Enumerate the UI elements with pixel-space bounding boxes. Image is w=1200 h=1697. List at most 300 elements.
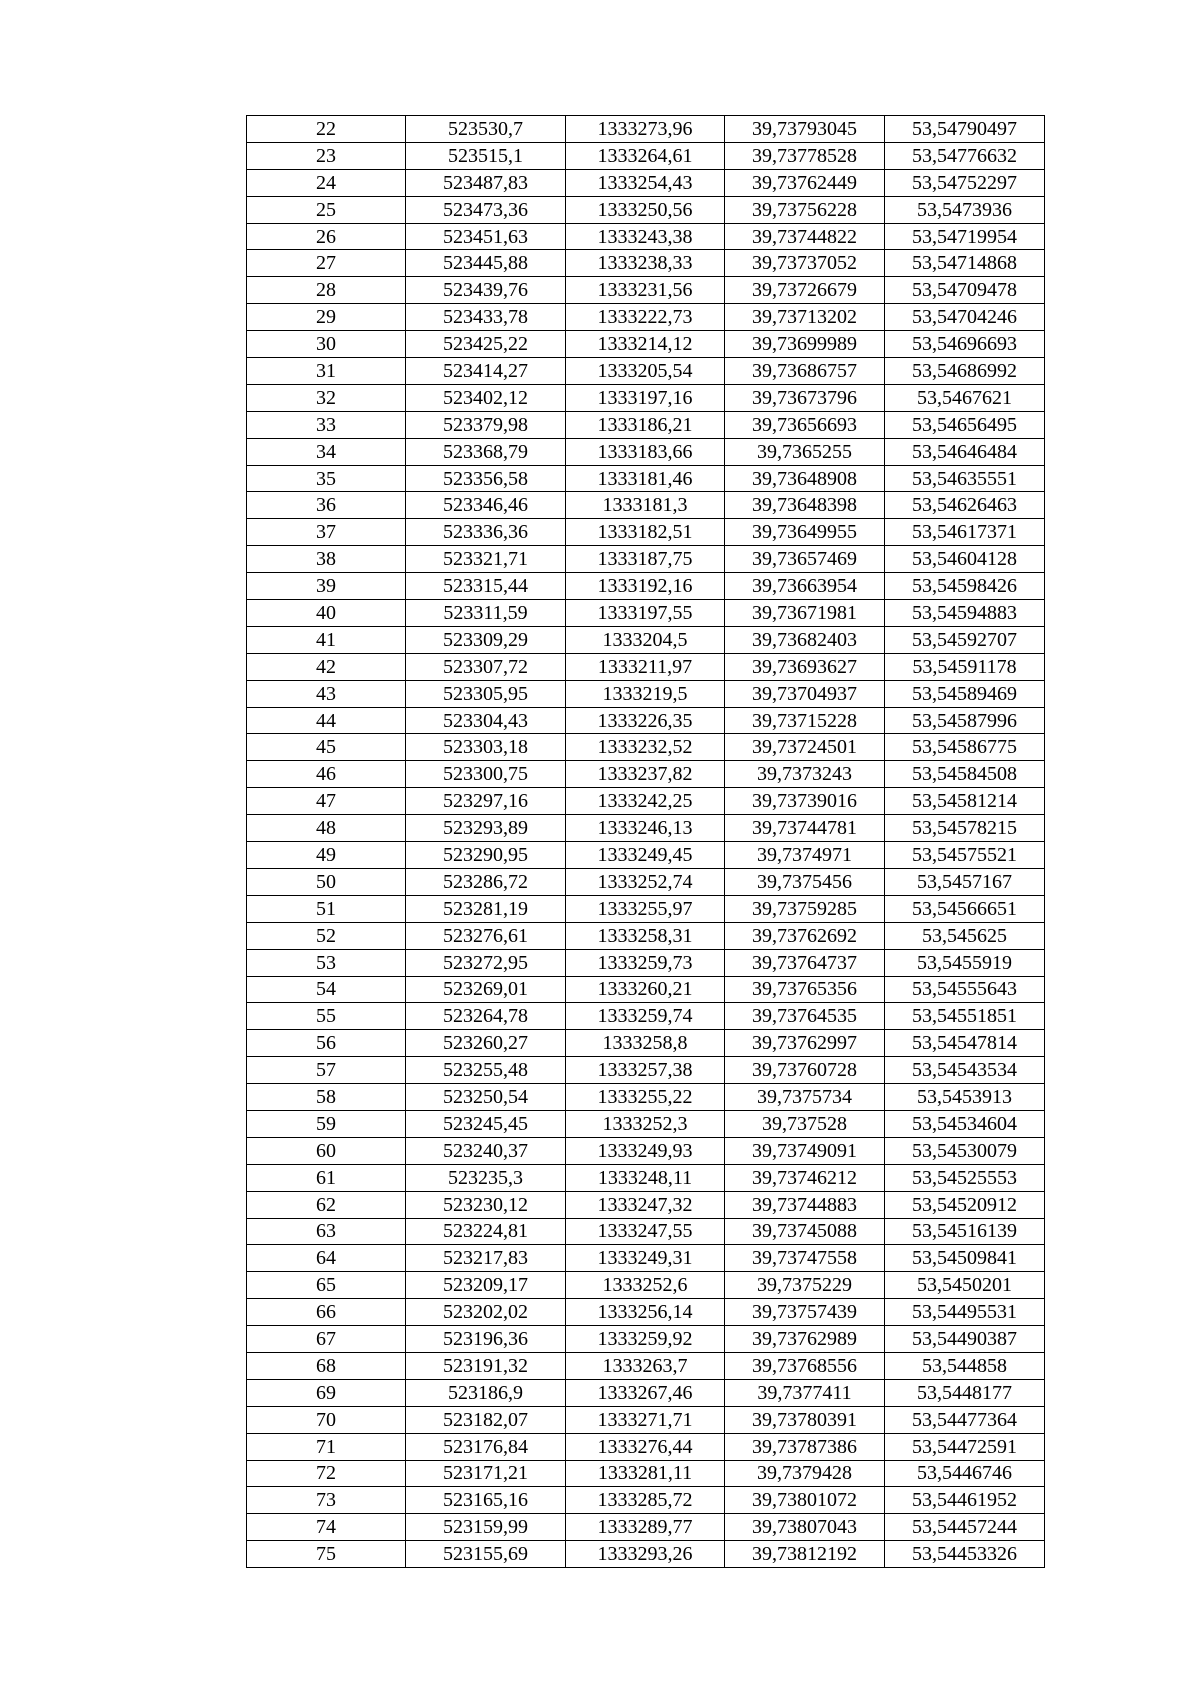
point-number-cell: 75 bbox=[247, 1541, 406, 1568]
latitude-cell: 53,54656495 bbox=[885, 411, 1045, 438]
x-coordinate-cell: 523473,36 bbox=[406, 196, 566, 223]
latitude-cell: 53,54520912 bbox=[885, 1191, 1045, 1218]
x-coordinate-cell: 523224,81 bbox=[406, 1218, 566, 1245]
point-number-cell: 69 bbox=[247, 1379, 406, 1406]
y-coordinate-cell: 1333255,97 bbox=[566, 895, 725, 922]
table-row bbox=[247, 815, 1045, 842]
coordinates-table bbox=[246, 115, 1045, 1568]
y-coordinate-cell: 1333242,25 bbox=[566, 788, 725, 815]
y-coordinate-cell: 1333285,72 bbox=[566, 1487, 725, 1514]
latitude-cell: 53,54646484 bbox=[885, 438, 1045, 465]
x-coordinate-cell: 523311,59 bbox=[406, 600, 566, 627]
y-coordinate-cell: 1333259,73 bbox=[566, 949, 725, 976]
table-row bbox=[247, 1487, 1045, 1514]
table-row bbox=[247, 573, 1045, 600]
point-number-cell: 65 bbox=[247, 1272, 406, 1299]
latitude-cell: 53,54555643 bbox=[885, 976, 1045, 1003]
x-coordinate-cell: 523530,7 bbox=[406, 116, 566, 143]
longitude-cell: 39,7377411 bbox=[725, 1379, 885, 1406]
y-coordinate-cell: 1333248,11 bbox=[566, 1164, 725, 1191]
x-coordinate-cell: 523402,12 bbox=[406, 384, 566, 411]
latitude-cell: 53,54516139 bbox=[885, 1218, 1045, 1245]
x-coordinate-cell: 523281,19 bbox=[406, 895, 566, 922]
longitude-cell: 39,73765356 bbox=[725, 976, 885, 1003]
x-coordinate-cell: 523235,3 bbox=[406, 1164, 566, 1191]
table-row bbox=[247, 1030, 1045, 1057]
longitude-cell: 39,73656693 bbox=[725, 411, 885, 438]
table-row bbox=[247, 1191, 1045, 1218]
y-coordinate-cell: 1333249,31 bbox=[566, 1245, 725, 1272]
latitude-cell: 53,54591178 bbox=[885, 653, 1045, 680]
longitude-cell: 39,73648398 bbox=[725, 492, 885, 519]
latitude-cell: 53,54509841 bbox=[885, 1245, 1045, 1272]
latitude-cell: 53,54530079 bbox=[885, 1137, 1045, 1164]
longitude-cell: 39,73737052 bbox=[725, 250, 885, 277]
point-number-cell: 68 bbox=[247, 1352, 406, 1379]
table-row bbox=[247, 331, 1045, 358]
longitude-cell: 39,73648908 bbox=[725, 465, 885, 492]
point-number-cell: 43 bbox=[247, 680, 406, 707]
point-number-cell: 45 bbox=[247, 734, 406, 761]
latitude-cell: 53,54594883 bbox=[885, 600, 1045, 627]
point-number-cell: 58 bbox=[247, 1084, 406, 1111]
point-number-cell: 49 bbox=[247, 842, 406, 869]
table-row bbox=[247, 1541, 1045, 1568]
y-coordinate-cell: 1333276,44 bbox=[566, 1433, 725, 1460]
y-coordinate-cell: 1333281,11 bbox=[566, 1460, 725, 1487]
table-row bbox=[247, 653, 1045, 680]
y-coordinate-cell: 1333211,97 bbox=[566, 653, 725, 680]
y-coordinate-cell: 1333183,66 bbox=[566, 438, 725, 465]
table-row bbox=[247, 411, 1045, 438]
y-coordinate-cell: 1333259,74 bbox=[566, 1003, 725, 1030]
table-row bbox=[247, 707, 1045, 734]
latitude-cell: 53,54686992 bbox=[885, 358, 1045, 385]
point-number-cell: 36 bbox=[247, 492, 406, 519]
x-coordinate-cell: 523191,32 bbox=[406, 1352, 566, 1379]
table-row bbox=[247, 1245, 1045, 1272]
point-number-cell: 32 bbox=[247, 384, 406, 411]
point-number-cell: 71 bbox=[247, 1433, 406, 1460]
y-coordinate-cell: 1333250,56 bbox=[566, 196, 725, 223]
table-row bbox=[247, 734, 1045, 761]
point-number-cell: 63 bbox=[247, 1218, 406, 1245]
point-number-cell: 25 bbox=[247, 196, 406, 223]
latitude-cell: 53,54457244 bbox=[885, 1514, 1045, 1541]
point-number-cell: 60 bbox=[247, 1137, 406, 1164]
longitude-cell: 39,73746212 bbox=[725, 1164, 885, 1191]
point-number-cell: 44 bbox=[247, 707, 406, 734]
point-number-cell: 67 bbox=[247, 1326, 406, 1353]
longitude-cell: 39,73793045 bbox=[725, 116, 885, 143]
table-row bbox=[247, 116, 1045, 143]
x-coordinate-cell: 523433,78 bbox=[406, 304, 566, 331]
y-coordinate-cell: 1333252,74 bbox=[566, 868, 725, 895]
y-coordinate-cell: 1333259,92 bbox=[566, 1326, 725, 1353]
longitude-cell: 39,73699989 bbox=[725, 331, 885, 358]
table-row bbox=[247, 1218, 1045, 1245]
latitude-cell: 53,54589469 bbox=[885, 680, 1045, 707]
x-coordinate-cell: 523176,84 bbox=[406, 1433, 566, 1460]
longitude-cell: 39,73663954 bbox=[725, 573, 885, 600]
longitude-cell: 39,73673796 bbox=[725, 384, 885, 411]
x-coordinate-cell: 523255,48 bbox=[406, 1057, 566, 1084]
table-row bbox=[247, 546, 1045, 573]
table-row bbox=[247, 1406, 1045, 1433]
x-coordinate-cell: 523269,01 bbox=[406, 976, 566, 1003]
table-row bbox=[247, 1352, 1045, 1379]
latitude-cell: 53,54461952 bbox=[885, 1487, 1045, 1514]
table-row bbox=[247, 842, 1045, 869]
longitude-cell: 39,73724501 bbox=[725, 734, 885, 761]
longitude-cell: 39,73787386 bbox=[725, 1433, 885, 1460]
point-number-cell: 53 bbox=[247, 949, 406, 976]
y-coordinate-cell: 1333255,22 bbox=[566, 1084, 725, 1111]
point-number-cell: 61 bbox=[247, 1164, 406, 1191]
table-row bbox=[247, 1164, 1045, 1191]
longitude-cell: 39,73801072 bbox=[725, 1487, 885, 1514]
latitude-cell: 53,54626463 bbox=[885, 492, 1045, 519]
point-number-cell: 40 bbox=[247, 600, 406, 627]
y-coordinate-cell: 1333264,61 bbox=[566, 142, 725, 169]
point-number-cell: 38 bbox=[247, 546, 406, 573]
table-row bbox=[247, 680, 1045, 707]
table-row bbox=[247, 358, 1045, 385]
y-coordinate-cell: 1333219,5 bbox=[566, 680, 725, 707]
point-number-cell: 30 bbox=[247, 331, 406, 358]
x-coordinate-cell: 523286,72 bbox=[406, 868, 566, 895]
longitude-cell: 39,7379428 bbox=[725, 1460, 885, 1487]
latitude-cell: 53,54587996 bbox=[885, 707, 1045, 734]
x-coordinate-cell: 523315,44 bbox=[406, 573, 566, 600]
point-number-cell: 42 bbox=[247, 653, 406, 680]
point-number-cell: 31 bbox=[247, 358, 406, 385]
point-number-cell: 73 bbox=[247, 1487, 406, 1514]
latitude-cell: 53,54790497 bbox=[885, 116, 1045, 143]
x-coordinate-cell: 523202,02 bbox=[406, 1299, 566, 1326]
x-coordinate-cell: 523171,21 bbox=[406, 1460, 566, 1487]
latitude-cell: 53,545625 bbox=[885, 922, 1045, 949]
point-number-cell: 37 bbox=[247, 519, 406, 546]
x-coordinate-cell: 523250,54 bbox=[406, 1084, 566, 1111]
table-row bbox=[247, 1084, 1045, 1111]
table-row bbox=[247, 438, 1045, 465]
latitude-cell: 53,54592707 bbox=[885, 626, 1045, 653]
table-row bbox=[247, 895, 1045, 922]
point-number-cell: 33 bbox=[247, 411, 406, 438]
latitude-cell: 53,54551851 bbox=[885, 1003, 1045, 1030]
longitude-cell: 39,73686757 bbox=[725, 358, 885, 385]
y-coordinate-cell: 1333238,33 bbox=[566, 250, 725, 277]
y-coordinate-cell: 1333187,75 bbox=[566, 546, 725, 573]
longitude-cell: 39,737528 bbox=[725, 1110, 885, 1137]
x-coordinate-cell: 523451,63 bbox=[406, 223, 566, 250]
point-number-cell: 62 bbox=[247, 1191, 406, 1218]
y-coordinate-cell: 1333232,52 bbox=[566, 734, 725, 761]
y-coordinate-cell: 1333197,16 bbox=[566, 384, 725, 411]
table-row bbox=[247, 142, 1045, 169]
latitude-cell: 53,54584508 bbox=[885, 761, 1045, 788]
x-coordinate-cell: 523182,07 bbox=[406, 1406, 566, 1433]
table-row bbox=[247, 761, 1045, 788]
x-coordinate-cell: 523217,83 bbox=[406, 1245, 566, 1272]
x-coordinate-cell: 523304,43 bbox=[406, 707, 566, 734]
longitude-cell: 39,73749091 bbox=[725, 1137, 885, 1164]
longitude-cell: 39,73762997 bbox=[725, 1030, 885, 1057]
latitude-cell: 53,5453913 bbox=[885, 1084, 1045, 1111]
latitude-cell: 53,54776632 bbox=[885, 142, 1045, 169]
y-coordinate-cell: 1333226,35 bbox=[566, 707, 725, 734]
point-number-cell: 35 bbox=[247, 465, 406, 492]
y-coordinate-cell: 1333205,54 bbox=[566, 358, 725, 385]
y-coordinate-cell: 1333258,31 bbox=[566, 922, 725, 949]
point-number-cell: 74 bbox=[247, 1514, 406, 1541]
x-coordinate-cell: 523186,9 bbox=[406, 1379, 566, 1406]
longitude-cell: 39,73745088 bbox=[725, 1218, 885, 1245]
longitude-cell: 39,7375229 bbox=[725, 1272, 885, 1299]
table-row bbox=[247, 1299, 1045, 1326]
table-row bbox=[247, 868, 1045, 895]
y-coordinate-cell: 1333273,96 bbox=[566, 116, 725, 143]
latitude-cell: 53,54586775 bbox=[885, 734, 1045, 761]
y-coordinate-cell: 1333252,6 bbox=[566, 1272, 725, 1299]
point-number-cell: 66 bbox=[247, 1299, 406, 1326]
point-number-cell: 29 bbox=[247, 304, 406, 331]
longitude-cell: 39,7365255 bbox=[725, 438, 885, 465]
longitude-cell: 39,73757439 bbox=[725, 1299, 885, 1326]
x-coordinate-cell: 523196,36 bbox=[406, 1326, 566, 1353]
x-coordinate-cell: 523439,76 bbox=[406, 277, 566, 304]
latitude-cell: 53,54547814 bbox=[885, 1030, 1045, 1057]
x-coordinate-cell: 523209,17 bbox=[406, 1272, 566, 1299]
point-number-cell: 72 bbox=[247, 1460, 406, 1487]
latitude-cell: 53,5473936 bbox=[885, 196, 1045, 223]
point-number-cell: 22 bbox=[247, 116, 406, 143]
point-number-cell: 27 bbox=[247, 250, 406, 277]
x-coordinate-cell: 523379,98 bbox=[406, 411, 566, 438]
table-row bbox=[247, 1137, 1045, 1164]
longitude-cell: 39,73744781 bbox=[725, 815, 885, 842]
point-number-cell: 23 bbox=[247, 142, 406, 169]
latitude-cell: 53,54704246 bbox=[885, 304, 1045, 331]
x-coordinate-cell: 523165,16 bbox=[406, 1487, 566, 1514]
y-coordinate-cell: 1333254,43 bbox=[566, 169, 725, 196]
longitude-cell: 39,73760728 bbox=[725, 1057, 885, 1084]
x-coordinate-cell: 523293,89 bbox=[406, 815, 566, 842]
x-coordinate-cell: 523309,29 bbox=[406, 626, 566, 653]
latitude-cell: 53,54604128 bbox=[885, 546, 1045, 573]
latitude-cell: 53,5448177 bbox=[885, 1379, 1045, 1406]
table-row bbox=[247, 976, 1045, 1003]
y-coordinate-cell: 1333192,16 bbox=[566, 573, 725, 600]
x-coordinate-cell: 523240,37 bbox=[406, 1137, 566, 1164]
point-number-cell: 52 bbox=[247, 922, 406, 949]
longitude-cell: 39,73715228 bbox=[725, 707, 885, 734]
latitude-cell: 53,54495531 bbox=[885, 1299, 1045, 1326]
x-coordinate-cell: 523445,88 bbox=[406, 250, 566, 277]
x-coordinate-cell: 523515,1 bbox=[406, 142, 566, 169]
table-row bbox=[247, 250, 1045, 277]
y-coordinate-cell: 1333271,71 bbox=[566, 1406, 725, 1433]
latitude-cell: 53,5450201 bbox=[885, 1272, 1045, 1299]
x-coordinate-cell: 523159,99 bbox=[406, 1514, 566, 1541]
table-row bbox=[247, 1003, 1045, 1030]
table-row bbox=[247, 465, 1045, 492]
latitude-cell: 53,54566651 bbox=[885, 895, 1045, 922]
longitude-cell: 39,73671981 bbox=[725, 600, 885, 627]
table-row bbox=[247, 169, 1045, 196]
longitude-cell: 39,73807043 bbox=[725, 1514, 885, 1541]
table-row bbox=[247, 223, 1045, 250]
latitude-cell: 53,5446746 bbox=[885, 1460, 1045, 1487]
longitude-cell: 39,73759285 bbox=[725, 895, 885, 922]
x-coordinate-cell: 523336,36 bbox=[406, 519, 566, 546]
table-row bbox=[247, 1433, 1045, 1460]
point-number-cell: 54 bbox=[247, 976, 406, 1003]
latitude-cell: 53,5467621 bbox=[885, 384, 1045, 411]
longitude-cell: 39,7375734 bbox=[725, 1084, 885, 1111]
x-coordinate-cell: 523264,78 bbox=[406, 1003, 566, 1030]
y-coordinate-cell: 1333293,26 bbox=[566, 1541, 725, 1568]
latitude-cell: 53,54635551 bbox=[885, 465, 1045, 492]
x-coordinate-cell: 523487,83 bbox=[406, 169, 566, 196]
latitude-cell: 53,54543534 bbox=[885, 1057, 1045, 1084]
point-number-cell: 57 bbox=[247, 1057, 406, 1084]
x-coordinate-cell: 523307,72 bbox=[406, 653, 566, 680]
point-number-cell: 28 bbox=[247, 277, 406, 304]
longitude-cell: 39,73649955 bbox=[725, 519, 885, 546]
longitude-cell: 39,73744822 bbox=[725, 223, 885, 250]
longitude-cell: 39,73780391 bbox=[725, 1406, 885, 1433]
y-coordinate-cell: 1333263,7 bbox=[566, 1352, 725, 1379]
table-row bbox=[247, 519, 1045, 546]
y-coordinate-cell: 1333249,93 bbox=[566, 1137, 725, 1164]
table-row bbox=[247, 788, 1045, 815]
x-coordinate-cell: 523260,27 bbox=[406, 1030, 566, 1057]
longitude-cell: 39,73657469 bbox=[725, 546, 885, 573]
x-coordinate-cell: 523346,46 bbox=[406, 492, 566, 519]
longitude-cell: 39,73768556 bbox=[725, 1352, 885, 1379]
longitude-cell: 39,73713202 bbox=[725, 304, 885, 331]
point-number-cell: 26 bbox=[247, 223, 406, 250]
latitude-cell: 53,54719954 bbox=[885, 223, 1045, 250]
latitude-cell: 53,54581214 bbox=[885, 788, 1045, 815]
y-coordinate-cell: 1333252,3 bbox=[566, 1110, 725, 1137]
point-number-cell: 47 bbox=[247, 788, 406, 815]
point-number-cell: 56 bbox=[247, 1030, 406, 1057]
coordinates-table-body bbox=[247, 116, 1045, 1568]
latitude-cell: 53,54525553 bbox=[885, 1164, 1045, 1191]
y-coordinate-cell: 1333249,45 bbox=[566, 842, 725, 869]
y-coordinate-cell: 1333181,3 bbox=[566, 492, 725, 519]
point-number-cell: 50 bbox=[247, 868, 406, 895]
longitude-cell: 39,73693627 bbox=[725, 653, 885, 680]
longitude-cell: 39,73744883 bbox=[725, 1191, 885, 1218]
table-row bbox=[247, 922, 1045, 949]
x-coordinate-cell: 523305,95 bbox=[406, 680, 566, 707]
latitude-cell: 53,54617371 bbox=[885, 519, 1045, 546]
longitude-cell: 39,73756228 bbox=[725, 196, 885, 223]
y-coordinate-cell: 1333246,13 bbox=[566, 815, 725, 842]
point-number-cell: 48 bbox=[247, 815, 406, 842]
latitude-cell: 53,54472591 bbox=[885, 1433, 1045, 1460]
y-coordinate-cell: 1333237,82 bbox=[566, 761, 725, 788]
longitude-cell: 39,73762692 bbox=[725, 922, 885, 949]
y-coordinate-cell: 1333267,46 bbox=[566, 1379, 725, 1406]
y-coordinate-cell: 1333214,12 bbox=[566, 331, 725, 358]
point-number-cell: 24 bbox=[247, 169, 406, 196]
table-row bbox=[247, 1514, 1045, 1541]
point-number-cell: 39 bbox=[247, 573, 406, 600]
latitude-cell: 53,54598426 bbox=[885, 573, 1045, 600]
longitude-cell: 39,73812192 bbox=[725, 1541, 885, 1568]
longitude-cell: 39,73726679 bbox=[725, 277, 885, 304]
table-row bbox=[247, 600, 1045, 627]
latitude-cell: 53,54490387 bbox=[885, 1326, 1045, 1353]
x-coordinate-cell: 523414,27 bbox=[406, 358, 566, 385]
y-coordinate-cell: 1333181,46 bbox=[566, 465, 725, 492]
point-number-cell: 51 bbox=[247, 895, 406, 922]
y-coordinate-cell: 1333289,77 bbox=[566, 1514, 725, 1541]
table-row bbox=[247, 1379, 1045, 1406]
x-coordinate-cell: 523356,58 bbox=[406, 465, 566, 492]
longitude-cell: 39,73764535 bbox=[725, 1003, 885, 1030]
latitude-cell: 53,54578215 bbox=[885, 815, 1045, 842]
y-coordinate-cell: 1333257,38 bbox=[566, 1057, 725, 1084]
x-coordinate-cell: 523368,79 bbox=[406, 438, 566, 465]
x-coordinate-cell: 523425,22 bbox=[406, 331, 566, 358]
y-coordinate-cell: 1333182,51 bbox=[566, 519, 725, 546]
y-coordinate-cell: 1333186,21 bbox=[566, 411, 725, 438]
latitude-cell: 53,54714868 bbox=[885, 250, 1045, 277]
latitude-cell: 53,54453326 bbox=[885, 1541, 1045, 1568]
x-coordinate-cell: 523230,12 bbox=[406, 1191, 566, 1218]
point-number-cell: 46 bbox=[247, 761, 406, 788]
table-row bbox=[247, 1272, 1045, 1299]
y-coordinate-cell: 1333247,55 bbox=[566, 1218, 725, 1245]
longitude-cell: 39,73739016 bbox=[725, 788, 885, 815]
longitude-cell: 39,73762989 bbox=[725, 1326, 885, 1353]
y-coordinate-cell: 1333260,21 bbox=[566, 976, 725, 1003]
y-coordinate-cell: 1333247,32 bbox=[566, 1191, 725, 1218]
table-row bbox=[247, 1110, 1045, 1137]
longitude-cell: 39,73682403 bbox=[725, 626, 885, 653]
y-coordinate-cell: 1333256,14 bbox=[566, 1299, 725, 1326]
latitude-cell: 53,54534604 bbox=[885, 1110, 1045, 1137]
latitude-cell: 53,54752297 bbox=[885, 169, 1045, 196]
latitude-cell: 53,544858 bbox=[885, 1352, 1045, 1379]
longitude-cell: 39,73747558 bbox=[725, 1245, 885, 1272]
longitude-cell: 39,7373243 bbox=[725, 761, 885, 788]
table-row bbox=[247, 492, 1045, 519]
table-row bbox=[247, 1460, 1045, 1487]
longitude-cell: 39,73764737 bbox=[725, 949, 885, 976]
table-row bbox=[247, 196, 1045, 223]
y-coordinate-cell: 1333231,56 bbox=[566, 277, 725, 304]
point-number-cell: 59 bbox=[247, 1110, 406, 1137]
longitude-cell: 39,7374971 bbox=[725, 842, 885, 869]
y-coordinate-cell: 1333222,73 bbox=[566, 304, 725, 331]
latitude-cell: 53,54575521 bbox=[885, 842, 1045, 869]
table-row bbox=[247, 277, 1045, 304]
y-coordinate-cell: 1333197,55 bbox=[566, 600, 725, 627]
x-coordinate-cell: 523321,71 bbox=[406, 546, 566, 573]
x-coordinate-cell: 523245,45 bbox=[406, 1110, 566, 1137]
latitude-cell: 53,5457167 bbox=[885, 868, 1045, 895]
x-coordinate-cell: 523276,61 bbox=[406, 922, 566, 949]
x-coordinate-cell: 523155,69 bbox=[406, 1541, 566, 1568]
point-number-cell: 55 bbox=[247, 1003, 406, 1030]
